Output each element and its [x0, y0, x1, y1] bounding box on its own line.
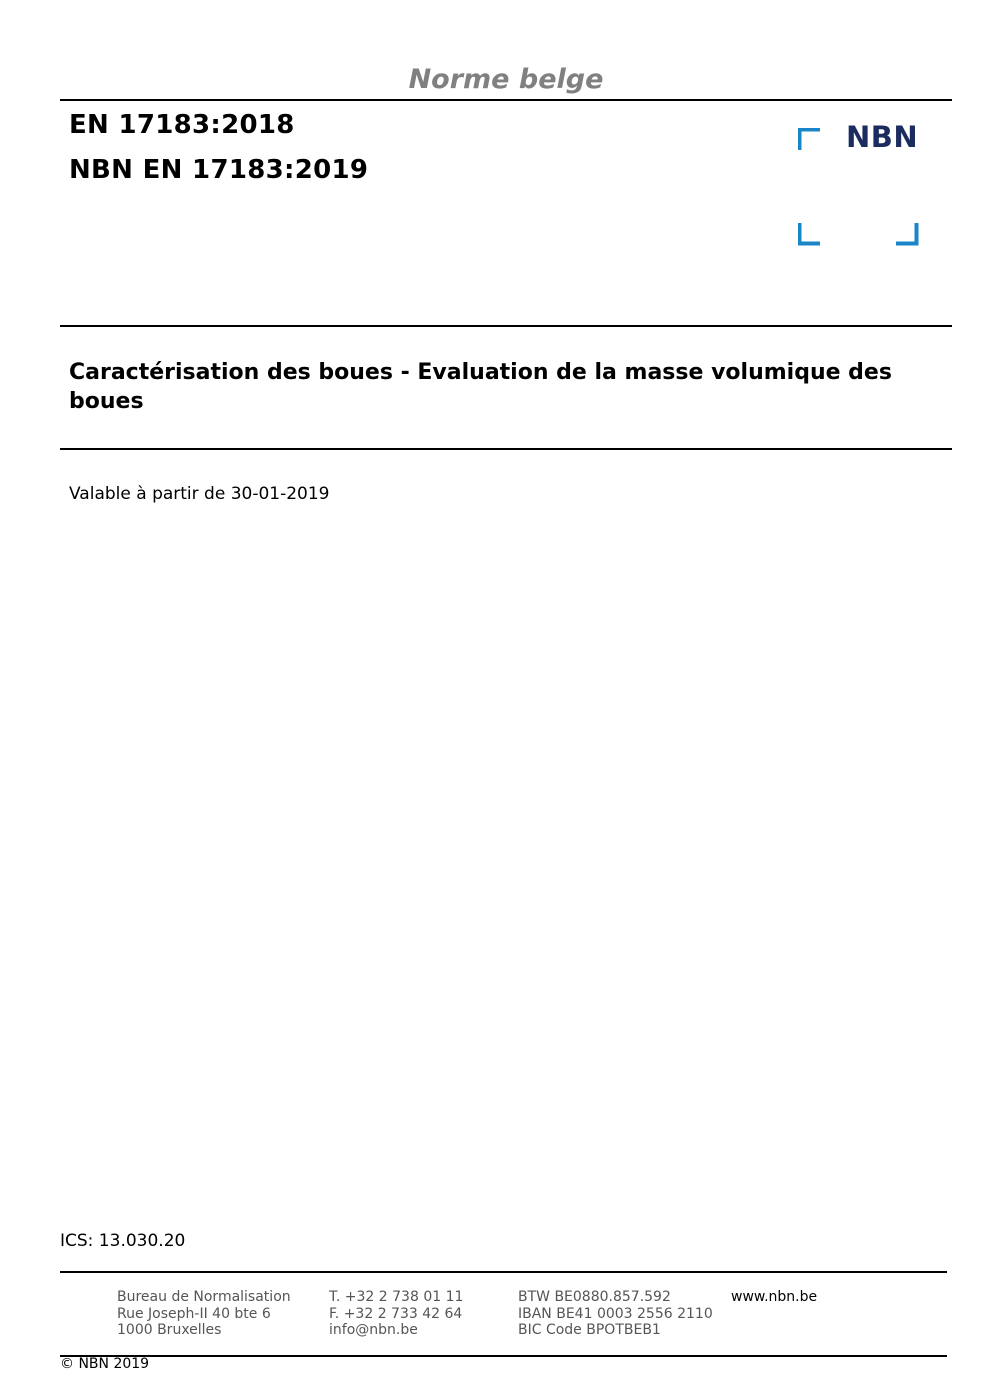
title-top-divider	[60, 325, 952, 327]
footer-top-divider	[60, 1271, 947, 1273]
header-divider	[60, 99, 952, 101]
website-link[interactable]: www.nbn.be	[731, 1289, 818, 1305]
title-bottom-divider	[60, 448, 952, 450]
footer-website	[731, 1289, 817, 1306]
copyright-notice: © NBN 2019	[60, 1356, 150, 1372]
vat-number: BTW BE0880.857.592	[518, 1289, 671, 1305]
document-type-label: Norme belge	[408, 64, 604, 95]
footer-bottom-divider	[60, 1355, 947, 1357]
ics-code: ICS: 13.030.20	[60, 1231, 186, 1251]
phone-number: T. +32 2 738 01 11	[329, 1289, 464, 1305]
validity-date: Valable à partir de 30-01-2019	[69, 484, 330, 504]
document-title: Caractérisation des boues - Evaluation de la masse volumique des boues	[69, 360, 892, 414]
address-line: Bureau de Normalisation	[117, 1289, 291, 1305]
logo-text: NBN	[846, 120, 919, 154]
address-line: 1000 Bruxelles	[117, 1322, 222, 1338]
address-line: Rue Joseph-II 40 bte 6	[117, 1305, 271, 1322]
footer-bank	[518, 1289, 713, 1339]
footer-address	[117, 1289, 291, 1339]
fax-number: F. +32 2 733 42 64	[329, 1305, 463, 1322]
en-standard-number: EN 17183:2018	[69, 110, 295, 140]
nbn-standard-number: NBN EN 17183:2019	[69, 155, 369, 185]
footer-contact	[329, 1289, 463, 1339]
bic-code: BIC Code BPOTBEB1	[518, 1322, 661, 1338]
iban-number: IBAN BE41 0003 2556 2110	[518, 1305, 713, 1322]
email-link[interactable]: info@nbn.be	[329, 1322, 418, 1338]
